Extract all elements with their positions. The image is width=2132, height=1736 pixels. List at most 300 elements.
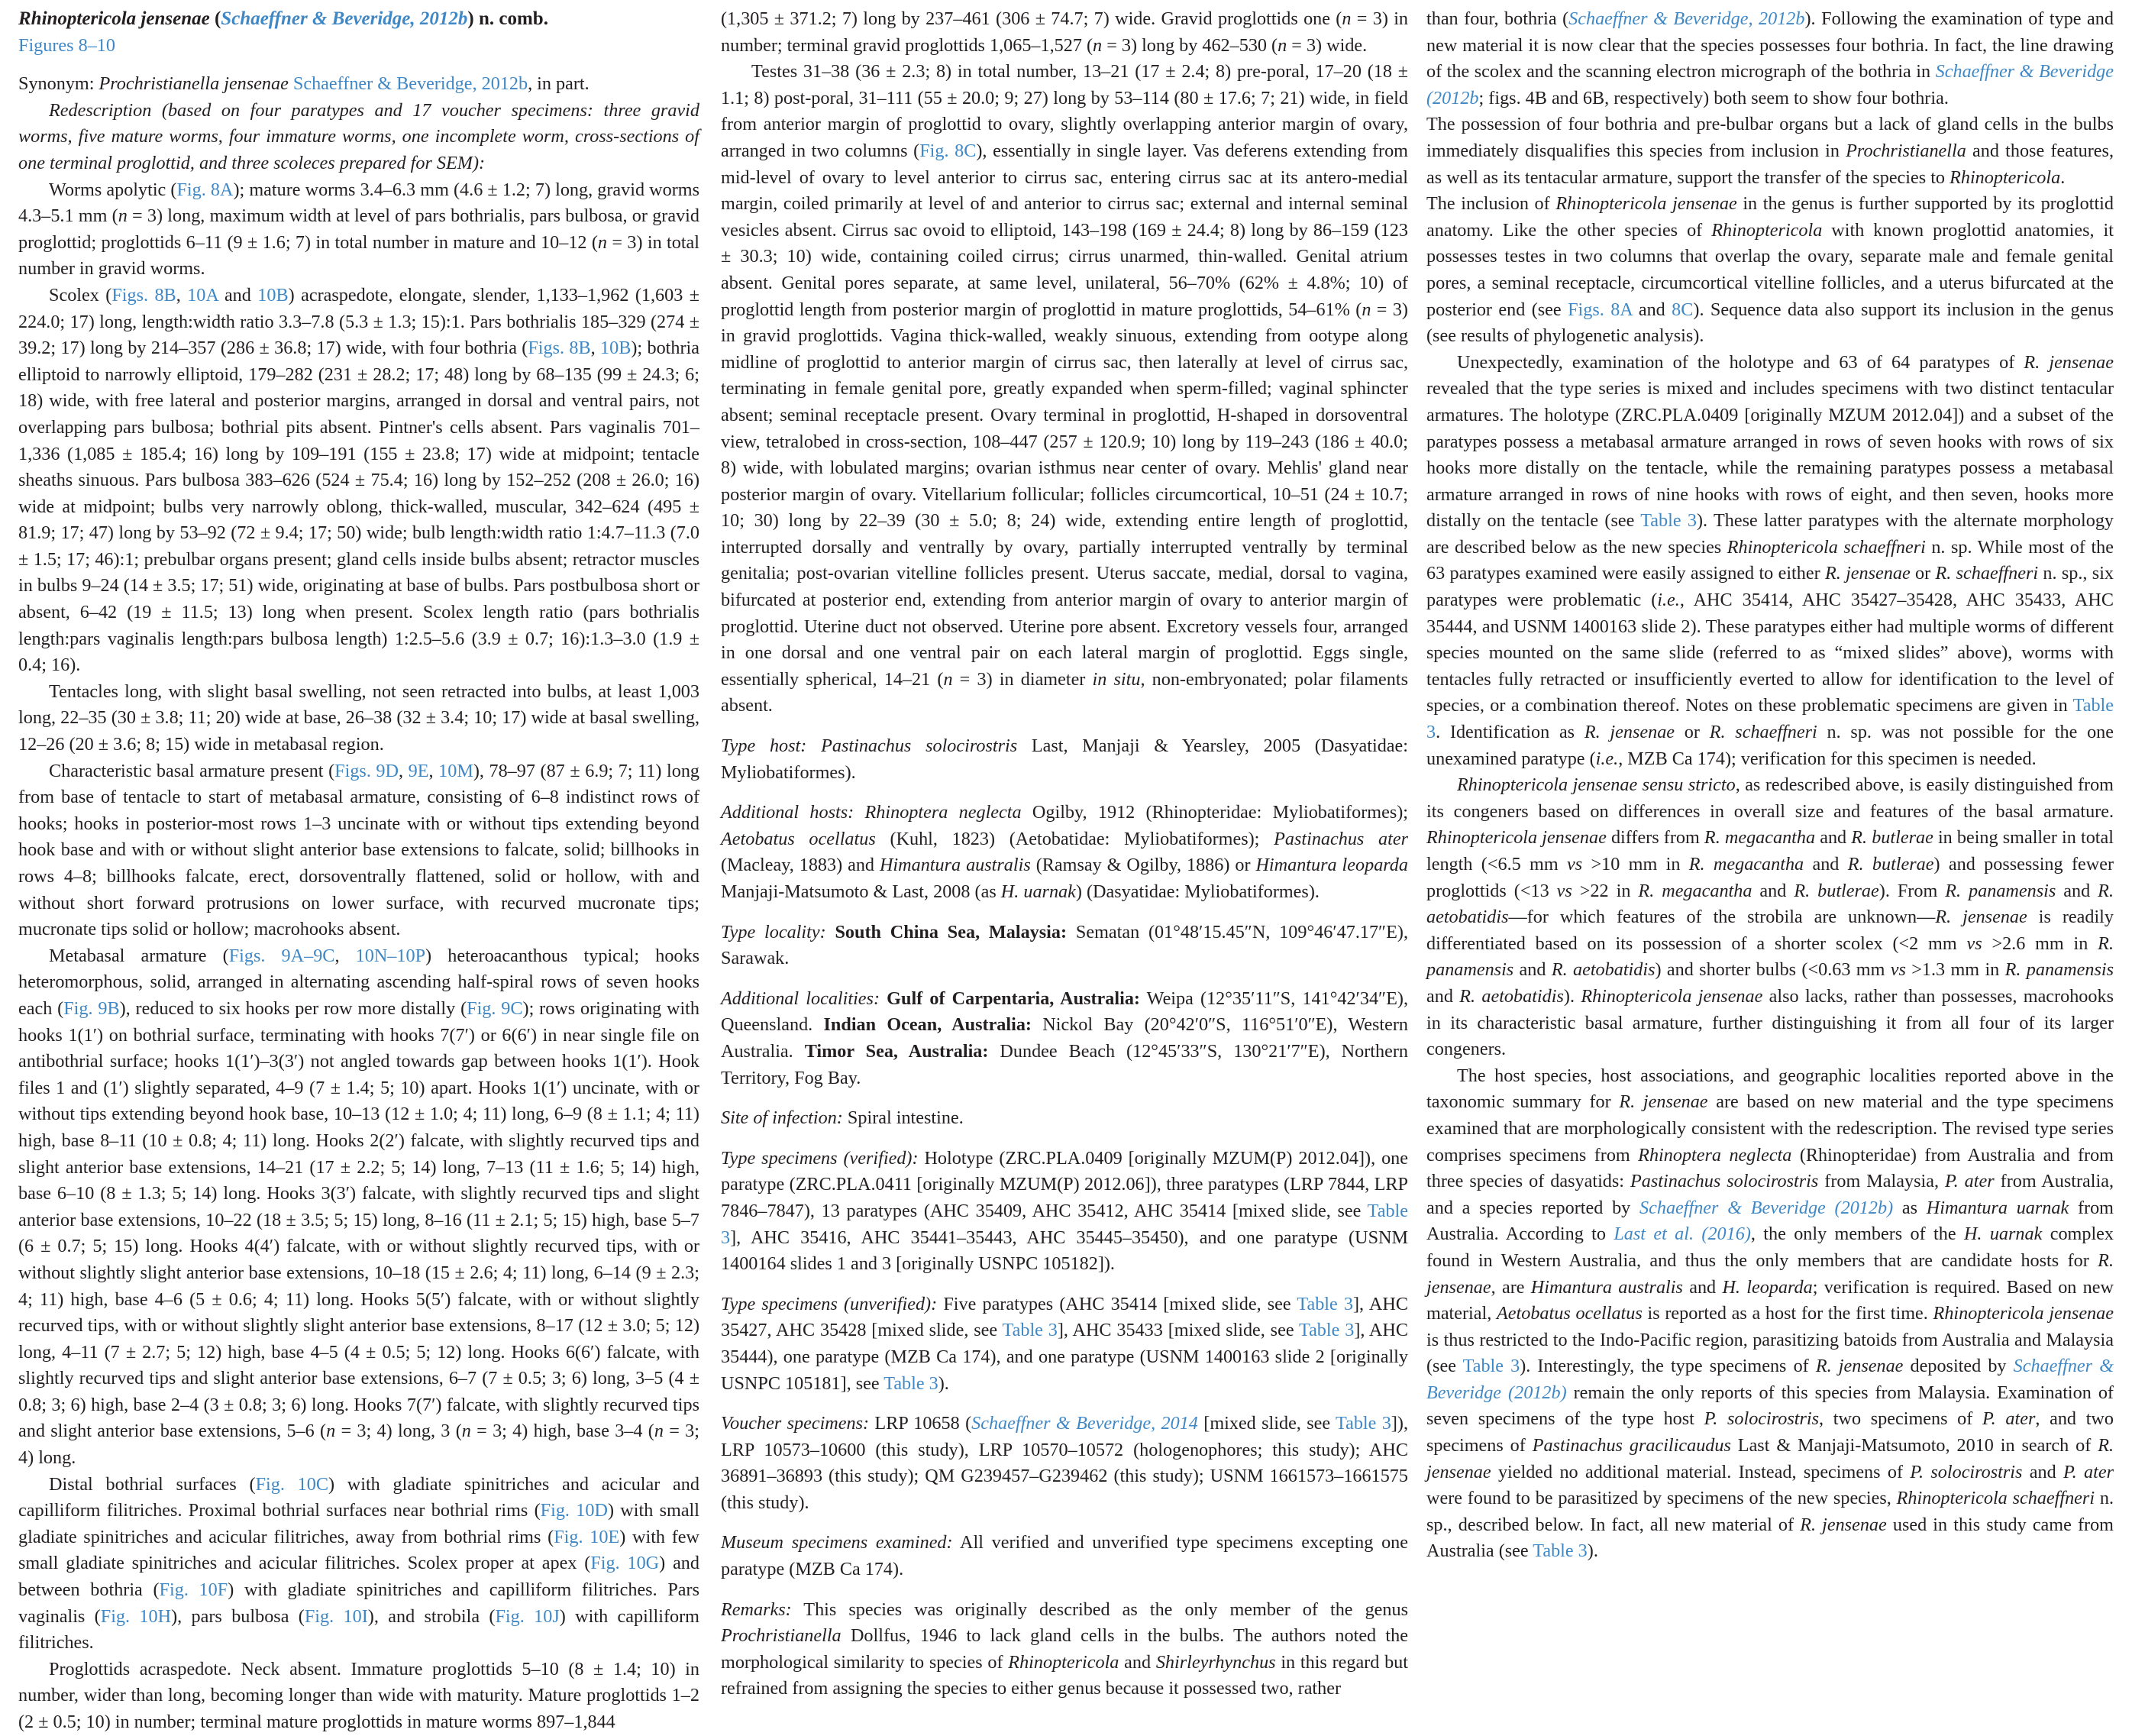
italic-text: Rhinoptericola jensenae (1555, 193, 1737, 215)
italic-text: Rhinoptericola (1711, 219, 1823, 241)
reference-link[interactable]: Fig. 10E (554, 1526, 620, 1547)
italic-text: P. solocirostris (1910, 1461, 2023, 1482)
text-run: >2.6 mm in (1982, 933, 2098, 954)
italic-text: R. jensenae (1824, 563, 1911, 584)
text-run (854, 802, 864, 823)
italic-text: n (118, 205, 128, 227)
text-run: ). These latter paratypes with the alternate morphology are described below as the new species (1426, 510, 2114, 558)
figures-reference (18, 33, 699, 60)
reference-link[interactable]: Fig. 10G (590, 1553, 660, 1574)
text-run: with known proglottid anatomies, it possesses testes in two columns that overlap the ovary, separate male and female genital pores, a seminal receptacle, circumcortical vitelline follicles, and a uterus bifurcated at the posterior end (see (1426, 219, 2114, 320)
text-run (880, 988, 887, 1009)
text-run: , (399, 760, 409, 781)
italic-text: R. aetobatidis (1551, 959, 1656, 981)
text-run: ); bothria elliptoid to narrowly elliptoid, 179–282 (231 ± 28.2; 17; 48) long by 68–135 (99 ± 24.3; 6; 18) wide, with free lateral and posterior margins, arranged in dorsal and ventral pairs, not overlapping pars bulbosa; bothrial pits absent. Pintner's cells absent. Pars vaginalis 701–1,336 (1,085 ± 185.4; 16) long by 109–191 (155 ± 23.8; 17) wide at midpoint; tentacle sheaths sinuous. Pars bulbosa 383–626 (524 ± 75.4; 16) long by 152–252 (208 ± 26.0; 16) wide at midpoint; bulbs very narrowly oblong, thick-walled, muscular, 342–624 (495 ± 81.9; 17; 47) long by 53–92 (72 ± 9.4; 17; 50) wide; bulb length:width ratio 1:4.7–11.3 (7.0 ± 1.5; 17; 46):1; prebulbar organs present; gland cells inside bulbs absent; retractor muscles in bulbs 9–24 (14 ± 3.5; 17; 51) wide, originating at base of bulbs. Pars postbulbosa short or absent, 6–42 (19 ± 11.5; 13) long when present. Scolex length ratio (pars bothrialis length:pars vaginalis length:pars bulbosa length) 1:2.5–5.6 (3.9 ± 0.7; 16):1.3–3.0 (1.9 ± 0.4; 16). (18, 338, 700, 676)
reference-link[interactable]: Fig. 8C (919, 140, 977, 161)
text-run: Metabasal armature ( (49, 945, 229, 966)
text-run: from Australia. According to (1426, 1197, 2114, 1245)
text-run: , the only members of the (1750, 1224, 1964, 1245)
italic-text: in situ (1092, 668, 1141, 690)
text-run: (Rhinopteridae) from Australia and from three species of dasyatids: (1426, 1144, 2114, 1192)
reference-link[interactable]: Figures 8–10 (18, 34, 115, 56)
italic-text: R. aetobatidis (1426, 880, 2114, 928)
italic-text: R. jensenae (1619, 1091, 1708, 1113)
italic-text: P. ater (1945, 1171, 1995, 1192)
italic-text: Rhinoptericola (1949, 166, 2061, 188)
text-run: ), and strobila ( (367, 1605, 496, 1627)
italic-text: R. panamensis (1426, 933, 2114, 981)
paragraph (721, 1146, 1408, 1278)
text-run: in the genus is further supported by its proglottid anatomy. Like the other species of (1426, 193, 2114, 241)
italic-text: R. schaeffneri (1935, 563, 2039, 584)
text-run: ), pars bulbosa ( (171, 1605, 305, 1627)
text-run: remain the only reports of this species from Malaysia. Examination of seven specimens of the type host (1426, 1382, 2114, 1430)
text-run: ) (Dasyatidae: Myliobatiformes). (1075, 881, 1320, 902)
text-run: Spiral intestine. (842, 1107, 964, 1129)
italic-text: Himantura leoparda (1255, 855, 1408, 876)
text-run: , in part. (528, 73, 590, 95)
paragraph (18, 943, 699, 1472)
italic-text: Prochristianella (721, 1625, 841, 1647)
text-run: ], AHC 35427, AHC 35428 [mixed slide, see (721, 1293, 1408, 1341)
text-run: ) and shorter bulbs (<0.63 mm (1655, 959, 1891, 981)
italic-text: R. jensenae (1800, 1514, 1887, 1535)
text-run: Unexpectedly, examination of the holotype and 63 of 64 paratypes of (1457, 351, 2024, 373)
text-run: ) with small gladiate spinitriches and acicular filitriches, away from bothrial rims ( (18, 1500, 699, 1547)
paragraph (721, 1530, 1408, 1582)
text-run: = 3; 4) long, 3 ( (335, 1421, 462, 1442)
reference-link[interactable]: Table 3 (883, 1372, 938, 1394)
text-run: n. sp. While most of the 63 paratypes examined were easily assigned to either (1426, 536, 2114, 584)
text-run: and (2022, 1461, 2064, 1482)
italic-text: i.e. (1595, 748, 1619, 769)
reference-link[interactable]: Table 3 (1297, 1293, 1353, 1314)
text-run: = 3) wide. (1287, 34, 1368, 56)
text-run: n. sp. was not possible for the one unexamined paratype ( (1426, 722, 2114, 769)
text-run: All verified and unverified type specimens excepting one paratype (MZB Ca 174). (721, 1532, 1408, 1580)
text-run: ) and between bothria ( (18, 1553, 699, 1601)
reference-link[interactable]: Table 3 (1462, 1356, 1520, 1377)
paragraph (721, 1291, 1408, 1397)
text-run: ], AHC 35416, AHC 35441–35443, AHC 35445–35450), and one paratype (USNM 1400164 slides 1 and 3 [originally USNPC 105182]). (721, 1227, 1408, 1275)
text-run: = 3) long by 462–530 ( (1102, 34, 1278, 56)
paragraph (18, 71, 699, 98)
paragraph (721, 59, 1408, 719)
paragraph (18, 679, 699, 758)
italic-text: Himantura australis (879, 855, 1031, 876)
text-run: Manjaji-Matsumoto & Last, 2008 (as (721, 881, 1001, 902)
text-run: ); mature worms 3.4–6.3 mm (4.6 ± 1.2; 7) long, gravid worms 4.3–5.1 mm ( (18, 179, 700, 227)
text-run: ), essentially in single layer. Vas deferens extending from mid-level of ovary to level anterior to cirrus sac, entering cirrus sac at its antero-medial margin, coiled primarily at level of and anterior to cirrus sac; external and internal seminal vesicles absent. Cirrus sac ovoid to elliptoid, 143–198 (169 ± 24.4; 8) long by 86–159 (123 ± 30.3; 10) wide, containing coiled cirrus; cirrus unarmed, thin-walled. Genital atrium absent. Genital pores separate, at same level, unilateral, 56–70% (62% ± 4.8%; 10) of proglottid length from posterior margin of proglottid in mature proglottids, 54–61% ( (721, 140, 1408, 320)
text-run: = 3; 4) high, base 3–4 ( (470, 1421, 654, 1442)
italic-text: Himantura uarnak (1926, 1197, 2069, 1218)
reference-link[interactable]: Fig. 9C (467, 997, 523, 1019)
reference-link[interactable]: 9E (408, 760, 429, 781)
reference-link[interactable]: Schaeffner & Beveridge (2012b) (1639, 1197, 1894, 1218)
text-run: differs from (1606, 827, 1704, 849)
text-run: Distal bothrial surfaces ( (49, 1473, 256, 1495)
text-run: Nickol Bay (20°42′0″S, 116°51′0″E), Western Australia. (721, 1014, 1409, 1062)
reference-link[interactable]: Figs. 9A–9C (228, 945, 335, 966)
paragraph (18, 1657, 699, 1736)
italic-text: n (1278, 34, 1287, 56)
text-run (826, 922, 835, 942)
text-run: Last, Manjaji & Yearsley, 2005 (Dasyatidae: Myliobatiformes). (721, 735, 1409, 783)
text-run: , MZB Ca 174); verification for this specimen is needed. (1618, 748, 2037, 769)
reference-link[interactable]: Figs. 8B (528, 338, 591, 359)
italic-text: Rhinoptericola schaeffneri (1727, 536, 1926, 558)
italic-text: Type specimens (unverified): (721, 1293, 938, 1314)
paragraph (721, 1105, 1408, 1132)
paragraph (18, 1472, 699, 1657)
italic-text: vs (1556, 880, 1572, 901)
text-run: Proglottids acraspedote. Neck absent. Immature proglottids 5–10 (8 ± 1.4; 10) in number, wider than long, becoming longer than wide with maturity. Mature proglottids 1–2 (2 ± 0.5; 10) in number; terminal mature proglottids in mature worms 897–1,844 (18, 1658, 699, 1732)
text-run: , two specimens of (1819, 1408, 1983, 1430)
text-run: = 3) in total number in gravid worms. (18, 231, 700, 280)
italic-text: Type host: (721, 735, 807, 757)
paragraph (1426, 112, 2114, 191)
text-run: [mixed slide, see (1197, 1413, 1336, 1434)
paragraph (721, 800, 1408, 905)
text-run: ) n. comb. (467, 8, 548, 29)
reference-link[interactable]: 10B (257, 284, 289, 305)
text-run: used in this study came from Australia (see (1426, 1514, 2114, 1562)
italic-text: Rhinoptericola jensenae (1581, 985, 1763, 1007)
text-run: ), reduced to six hooks per row more distally ( (119, 997, 467, 1019)
italic-text: n (1342, 8, 1352, 29)
text-run: than four, bothria ( (1426, 8, 1569, 29)
italic-text: R. jensenae (1935, 907, 2027, 928)
text-run: as (1893, 1197, 1927, 1218)
italic-text: R. jensenae (1815, 1356, 1904, 1377)
reference-link[interactable]: Schaeffner & Beveridge, 2012b (221, 8, 468, 29)
text-run: and (218, 284, 258, 305)
reference-link[interactable]: 10M (438, 760, 473, 781)
text-run: ) with gladiate spinitriches and capilliform filitriches. Pars vaginalis ( (18, 1579, 699, 1627)
paragraph (18, 177, 699, 283)
text-run: Dollfus, 1946 to lack gland cells in the bulbs. The authors noted the morphological similarity to species of (721, 1625, 1408, 1673)
reference-link[interactable]: Table 3 (1336, 1413, 1391, 1434)
paragraph (18, 98, 699, 177)
reference-link[interactable]: Fig. 10F (159, 1579, 228, 1601)
italic-text: Museum specimens examined: (721, 1532, 953, 1553)
text-run: ). (1563, 985, 1581, 1007)
italic-text: n (943, 668, 953, 690)
italic-text: Himantura australis (1530, 1276, 1683, 1298)
italic-text: Pastinachus gracilicaudus (1532, 1435, 1731, 1456)
reference-link[interactable]: Figs. 8A (1568, 299, 1633, 320)
italic-text: Pastinachus solocirostris (821, 735, 1018, 757)
text-run: , (428, 760, 439, 781)
italic-text: n (1093, 34, 1103, 56)
paragraph (1426, 350, 2114, 773)
text-run: The possession of four bothria and pre-bulbar organs but a lack of gland cells in the bulbs immediately disqualifies this species from inclusion in (1426, 114, 2114, 161)
text-run: ). (938, 1372, 949, 1394)
text-run: ). Sequence data also support its inclusion in the genus (see results of phylogenetic analysis). (1426, 299, 2114, 347)
paragraph (721, 1411, 1408, 1516)
italic-text: R. jensenae (1426, 1435, 2114, 1482)
text-run: Scolex ( (49, 284, 112, 305)
reference-link[interactable]: 10A (187, 284, 218, 305)
text-run: from Malaysia, (1818, 1171, 1945, 1192)
text-run: in this regard but refrained from assigning the species to either genus because it possessed two, rather (721, 1651, 1408, 1699)
italic-text: Type specimens (verified): (721, 1147, 919, 1169)
paragraph (721, 920, 1408, 972)
text-run (806, 735, 821, 756)
text-run: = 3) in diameter (952, 668, 1093, 690)
text-run: in being smaller in total length (<6.5 mm (1426, 827, 2114, 874)
bold-text: Gulf of Carpentaria, Australia: (887, 988, 1140, 1009)
text-run: >10 mm in (1582, 854, 1689, 874)
reference-link[interactable]: Fig. 10D (540, 1500, 608, 1521)
italic-text: Site of infection: (721, 1107, 843, 1129)
reference-link[interactable]: Figs. 8B (111, 284, 176, 305)
left-column (18, 6, 699, 1736)
italic-text: Aetobatus ocellatus (1497, 1303, 1643, 1324)
reference-link[interactable]: Schaeffner & Beveridge (2012b) (1426, 1356, 2114, 1403)
text-run: . (2060, 166, 2066, 188)
reference-link[interactable]: Schaeffner & Beveridge, 2014 (971, 1413, 1198, 1434)
italic-text: Rhinoptericola jensenae sensu stricto (1457, 774, 1736, 796)
italic-text: R. jensenae (1584, 722, 1675, 743)
reference-link[interactable]: Fig. 8A (176, 179, 234, 200)
reference-link[interactable]: Fig. 10I (304, 1605, 368, 1627)
italic-text: Remarks: (721, 1599, 792, 1620)
italic-text: Rhinoptericola schaeffneri (1896, 1488, 2095, 1509)
text-run: >22 in (1572, 880, 1639, 901)
text-run: and (1804, 854, 1848, 874)
paragraph (1426, 191, 2114, 350)
italic-text: R. megacantha (1704, 827, 1816, 849)
text-run: n. sp., described below. In fact, all new material of (1426, 1488, 2114, 1535)
reference-link[interactable]: Table 3 (721, 1200, 1408, 1248)
text-run: >1.3 mm in (1905, 959, 2005, 981)
paragraph (721, 733, 1408, 786)
text-run: ); rows originating with hooks 1(1′) on bothrial surface, terminating with hooks 7(7′) or 6(6′) in near single file on antibothrial surface; hooks 1(1′)–3(3′) not angled towards gap between hooks 1(1′). Hook files 1 and (1′) slightly separated, 4–9 (7 ± 1.4; 5; 10) apart. Hooks 1(1′) uncinate, with or without tips extending beyond hook base, 10–13 (12 ± 1.0; 4; 11) long, 6–9 (8 ± 1.1; 4; 11) high, base 8–11 (10 ± 0.8; 4; 11) long. Hooks 2(2′) falcate, with slightly recurved tips and slight anterior base extensions, 14–21 (17 ± 2.2; 5; 14) long, 7–13 (11 ± 1.6; 5; 14) high, base 6–10 (8 ± 1.3; 5; 14) long. Hooks 3(3′) falcate, with slightly recurved tips and slight anterior base extensions, 10–22 (18 ± 3.5; 5; 15) long, 8–16 (11 ± 2.1; 5; 15) high, base 5–7 (6 ± 0.7; 5; 15) long. Hooks 4(4′) falcate, with or without slightly recurved tips, with or without slightly slight anterior base extensions, 10–18 (15 ± 2.6; 4; 11) long, 6–14 (9 ± 2.3; 4; 11) high, base 4–6 (5 ± 0.6; 4; 11) long. Hooks 5(5′) falcate, with or without slightly recurved tips, with or without slightly slight anterior base extensions, 8–17 (12 ± 3.0; 5; 12) long, 4–11 (7 ± 2.7; 5; 12) high, base 4–5 (4 ± 0.5; 5; 12) long. Hooks 6(6′) falcate, with slightly recurved tips and slight anterior base extensions, 6–7 (7 ± 0.5; 3; 6) long, 3–5 (4 ± 0.8; 3; 6) high, base 2–4 (3 ± 0.8; 3; 6) long. Hooks 7(7′) falcate, with slightly recurved tips and slight anterior base extensions, 5–6 ( (18, 997, 699, 1442)
text-run: Dundee Beach (12°45′33″S, 130°21′7″E), Northern Territory, Fog Bay. (721, 1040, 1408, 1088)
italic-text: Rhinoptericola jensenae (1933, 1303, 2114, 1324)
italic-text: R. megacantha (1638, 880, 1752, 901)
text-run: —for which features of the strobila are unknown— (1508, 907, 1936, 928)
reference-link[interactable]: Table 3 (1533, 1540, 1588, 1562)
text-run: ) with capilliform filitriches. (18, 1605, 699, 1654)
text-run: and (1752, 880, 1794, 901)
text-run: ; verification is required. Based on new material, (1426, 1276, 2114, 1324)
reference-link[interactable]: Fig. 9B (63, 997, 120, 1019)
text-run: and (1426, 985, 1460, 1007)
italic-text: R. jensenae (1426, 1249, 2114, 1298)
bold-text: Indian Ocean, Australia: (823, 1014, 1032, 1036)
italic-text: n (1362, 299, 1371, 320)
text-run: ( (209, 8, 221, 29)
bold-text: South China Sea, Malaysia: (835, 921, 1068, 942)
reference-link[interactable]: Figs. 9D (334, 760, 399, 781)
text-run: ), 78–97 (87 ± 6.9; 7; 11) long from base of tentacle to start of metabasal armature, consisting of 6–8 indistinct rows of hooks; hooks in posterior-most rows 1–3 uncinate with or without tips extending beyond hook base and with or without slight anterior base extensions to falcate, solid; billhooks in rows 4–8; billhooks falcate, erect, dorsoventrally flattened, solid or hollow, with and without short forward protrusions on lower surface, with recurved mucronate tips; mucronate tips solid or hollow; macrohooks absent. (18, 760, 700, 940)
text-run: (Ramsay & Ogilby, 1886) or (1030, 855, 1256, 876)
paragraph (1426, 6, 2114, 112)
text-run: is thus restricted to the Indo-Pacific region, parasitizing batoids from Australia and Malaysia (see (1426, 1329, 2114, 1377)
text-run: ) with gladiate spinitriches and acicular and capilliform filitriches. Proximal bothrial surfaces near bothrial rims ( (18, 1473, 699, 1521)
text-run: n. sp., six paratypes were problematic ( (1426, 563, 2114, 611)
text-run: Five paratypes (AHC 35414 [mixed slide, see (937, 1293, 1297, 1314)
italic-text: Voucher specimens: (721, 1413, 870, 1434)
text-run: were found to be parasitized by specimens of the new species, (1426, 1488, 1897, 1509)
text-run: (Kuhl, 1823) (Aetobatidae: Myliobatiformes); (875, 828, 1274, 849)
middle-column (721, 6, 1408, 1702)
text-run: = 3; 4) long. (18, 1421, 699, 1469)
text-run: and (1513, 959, 1552, 981)
text-run: from Australia, and a species reported by (1426, 1171, 2114, 1218)
italic-text: H. uarnak (1000, 881, 1076, 902)
text-run: , AHC 35414, AHC 35427–35428, AHC 35433, AHC 35444, and USNM 1400163 slide 2). These paratypes either had multiple worms of different species mounted on the same slide (referred to as “mixed slides” above), worms with tentacles fully retracted or insufficiently everted to allow for identification to the level of species, or a combination thereof. Notes on these problematic specimens are given in (1426, 590, 2114, 716)
italic-text: n (654, 1421, 664, 1442)
text-run: , (176, 284, 188, 305)
text-run: ) acraspedote, elongate, slender, 1,133–1,962 (1,603 ± 224.0; 17) long, length:width ratio 3.3–7.8 (5.3 ± 1.3; 15):1. Pars bothrialis 185–329 (274 ± 39.2; 17) long by 214–357 (286 ± 36.8; 17) wide, with four bothria ( (18, 284, 700, 359)
text-run: Last & Manjaji-Matsumoto, 2010 in search of (1730, 1435, 2098, 1456)
text-run: The inclusion of (1426, 193, 1556, 215)
text-run: , non-embryonated; polar filaments absent. (721, 668, 1408, 716)
italic-text: Pastinachus solocirostris (1630, 1171, 1819, 1192)
italic-text: vs (1966, 933, 1982, 954)
text-run: Synonym: (18, 73, 99, 95)
text-run: Characteristic basal armature present ( (49, 760, 335, 781)
reference-link[interactable]: Schaeffner & Beveridge, 2012b (1568, 8, 1805, 29)
paragraph (721, 1597, 1408, 1702)
text-run: = 3) long, maximum width at level of pars bothrialis, pars bulbosa, or gravid proglottid; proglottids 6–11 (9 ± 1.6; 7) in total number in mature and 10–12 ( (18, 205, 699, 253)
text-run: ). Following the examination of type and new material it is now clear that the species possesses four bothria. In fact, the line drawing of the scolex and the scanning electron micrograph of the bothria in (1426, 8, 2114, 82)
italic-text: R. jensenae (2024, 351, 2114, 373)
italic-text: vs (1567, 854, 1583, 874)
paragraph (1426, 772, 2114, 1063)
text-run: ). From (1878, 880, 1946, 901)
text-run: and those features, as well as its tentacular armature, support the transfer of the species to (1426, 140, 2114, 188)
text-run: Tentacles long, with slight basal swelling, not seen retracted into bulbs, at least 1,003 long, 22–35 (30 ± 3.8; 11; 20) wide at base, 26–38 (32 ± 3.4; 10; 17) wide at basal swelling, 12–26 (20 ± 3.6; 8; 15) wide in metabasal region. (18, 680, 699, 755)
italic-text: Type locality: (721, 921, 826, 942)
bold-text: Timor Sea, Australia: (804, 1040, 989, 1062)
italic-text: n (326, 1421, 336, 1442)
text-run: Holotype (ZRC.PLA.0409 [originally MZUM(P) 2012.04]), one paratype (ZRC.PLA.0411 [originally MZUM(P) 2012.06]), three paratypes (LRP 7844, LRP 7846–7847), 13 paratypes (AHC 35409, AHC 35412, AHC 35414 [mixed slide, see (721, 1147, 1408, 1221)
text-run: or (1910, 563, 1936, 584)
text-run: ]), LRP 10573–10600 (this study), LRP 10570–10572 (hologenophores; this study); AHC 36891–36893 (this study); QM G239457–G239462 (this study); USNM 1661573–1661575 (this study). (721, 1413, 1408, 1513)
text-run: , are (1491, 1276, 1531, 1298)
reference-link[interactable]: Fig. 10J (495, 1605, 560, 1627)
text-run: also lacks, rather than possesses, macrohooks in its characteristic basal armature, further distinguishing it from all four of its larger congeners. (1426, 985, 2114, 1060)
text-run: revealed that the type series is mixed and includes specimens with two distinct tentacular armatures. The holotype (ZRC.PLA.0409 [originally MZUM 2012.04]) and a subset of the paratypes possess a metabasal armature arranged in rows of seven hooks with rows of six hooks more distally on the tentacle, while the remaining paratypes possess a metabasal armature arranged in rows of nine hooks with rows of eight, and then seven, hooks more distally on the tentacle (see (1426, 378, 2114, 532)
italic-text: H. uarnak (1963, 1224, 2043, 1245)
italic-text: Prochristianella jensenae (99, 73, 289, 95)
bold-text: Rhinoptericola jensenae (18, 8, 210, 29)
italic-text: P. ater (1982, 1408, 2036, 1430)
italic-text: R. butlerae (1794, 880, 1879, 901)
italic-text: R. panamensis (1945, 880, 2056, 901)
text-run: Weipa (12°35′11″S, 141°42′34″E), Queensland. (721, 988, 1408, 1036)
text-run: are based on new material and the type specimens examined that are morphologically consistent with the redescription. The revised type series comprises specimens from (1426, 1091, 2114, 1165)
italic-text: R. megacantha (1688, 854, 1804, 874)
reference-link[interactable]: Schaeffner & Beveridge (2012b (1426, 61, 2114, 108)
paragraph (1426, 1063, 2114, 1565)
text-run: , as redescribed above, is easily distinguished from its congeners based on differences in overall size and features of the basal armature. (1426, 774, 2114, 822)
italic-text: H. leoparda (1722, 1276, 1813, 1298)
text-run: ). (1587, 1540, 1598, 1562)
reference-link[interactable]: Table 3 (1298, 1320, 1355, 1341)
text-run: (1,305 ± 371.2; 7) long by 237–461 (306 ± 74.7; 7) wide. Gravid proglottids one ( (721, 8, 1342, 29)
text-run: This species was originally described as the only member of the genus (791, 1599, 1408, 1620)
reference-link[interactable]: Fig. 10H (100, 1605, 172, 1627)
italic-text: Rhinoptera neglecta (1638, 1144, 1792, 1165)
reference-link[interactable]: 10B (600, 338, 632, 359)
text-run: Worms apolytic ( (49, 179, 177, 200)
reference-link[interactable]: Schaeffner & Beveridge, 2012b (292, 73, 528, 95)
italic-text: i.e. (1657, 590, 1680, 611)
reference-link[interactable]: Table 3 (1002, 1320, 1058, 1341)
text-run: ). Interestingly, the type specimens of (1520, 1356, 1816, 1377)
text-run: . Identification as (1436, 722, 1584, 743)
text-run: ) and possessing fewer proglottids (<13 (1426, 854, 2114, 901)
reference-link[interactable]: Table 3 (1640, 510, 1697, 532)
paragraph (18, 758, 699, 943)
italic-text: Rhinoptericola (1008, 1651, 1119, 1673)
reference-link[interactable]: 10N–10P (355, 945, 426, 966)
text-run: Ogilby, 1912 (Rhinopteridae: Myliobatiformes); (1021, 802, 1409, 823)
text-run: is reported as a host for the first time. (1642, 1303, 1933, 1324)
italic-text: Redescription (based on four paratypes and 17 voucher specimens: three gravid worms, five mature worms, four immature worms, one incomplete worm, cross-sections of one terminal proglottid, and three scoleces prepared for SEM): (18, 99, 699, 173)
reference-link[interactable]: Fig. 10C (255, 1473, 328, 1495)
paragraph (18, 283, 699, 679)
text-run: yielded no additional material. Instead, specimens of (1491, 1461, 1911, 1482)
italic-text: R. schaeffneri (1709, 722, 1817, 743)
italic-text: vs (1890, 959, 1906, 981)
italic-text: Shirleyrhynchus (1155, 1651, 1276, 1673)
italic-text: Pastinachus ater (1274, 828, 1408, 849)
text-run: and (1119, 1651, 1156, 1673)
text-run: or (1675, 722, 1710, 743)
italic-text: n (461, 1421, 471, 1442)
text-run: LRP 10658 ( (869, 1413, 972, 1434)
text-run: = 3) in number; terminal gravid proglottids 1,065–1,527 ( (721, 8, 1409, 56)
italic-text: P. ater (2063, 1461, 2114, 1482)
text-run: Testes 31–38 (36 ± 2.3; 8) in total number, 13–21 (17 ± 2.4; 8) pre-poral, 17–20 (18 ± 1.1; 8) post-poral, 31–111 (55 ± 20.0; 9; 27) long by 53–114 (80 ± 17.6; 7; 21) wide, in field from anterior margin of proglottid to ovary, slightly overlapping anterior margin of ovary, arranged in two columns ( (721, 61, 1408, 161)
right-column (1426, 6, 2114, 1565)
text-run: ], AHC 35433 [mixed slide, see (1057, 1320, 1299, 1341)
text-run: ; figs. 4B and 6B, respectively) both seem to show four bothria. (1478, 87, 1949, 108)
italic-text: n (597, 231, 608, 253)
reference-link[interactable]: 8C (1672, 299, 1694, 320)
italic-text: R. butlerae (1851, 827, 1933, 849)
text-run: and (1815, 827, 1852, 849)
text-run: ) with few small gladiate spinitriches and acicular filitriches. Scolex proper at apex ( (18, 1526, 699, 1574)
text-run: and (1632, 299, 1672, 320)
reference-link[interactable]: Table 3 (1426, 695, 2114, 743)
reference-link[interactable]: Last et al. (2016) (1614, 1224, 1751, 1245)
italic-text: Rhinoptericola jensenae (1426, 827, 1607, 849)
text-run: , (334, 945, 356, 966)
italic-text: Aetobatus ocellatus (721, 828, 876, 849)
italic-text: Additional localities: (721, 988, 880, 1009)
text-run: ) heteroacanthous typical; hooks heteromorphous, solid, arranged in alternating ascending half-spiral rows of seven hooks each ( (18, 945, 700, 1019)
text-run: ], AHC 35444), one paratype (MZB Ca 174), and one paratype (USNM 1400163 slide 2 [originally USNPC 105181], see (721, 1320, 1409, 1394)
italic-text: R. aetobatidis (1459, 985, 1564, 1007)
text-run: and (1682, 1276, 1723, 1298)
text-run: is readily differentiated based on its possession of a shorter scolex (<2 mm (1426, 907, 2114, 954)
text-run: The host species, host associations, and geographic localities reported above in the taxonomic summary for (1426, 1065, 2114, 1113)
text-run: deposited by (1903, 1356, 2014, 1377)
section-title (18, 6, 699, 33)
text-run: complex found in Western Australia, and thus the only members that are candidate hosts for (1426, 1224, 2114, 1271)
italic-text: R. panamensis (2004, 959, 2114, 981)
text-run: , and two specimens of (1426, 1408, 2114, 1456)
text-run: = 3) in gravid proglottids. Vagina thick-walled, weakly sinuous, extending from ootype along midline of proglottid to anterior margin of cirrus sac, then laterally at level of cirrus sac, terminating in female genital pore, greatly expanded when sperm-filled; vaginal sphincter absent; seminal receptacle present. Ovary terminal in proglottid, H-shaped in dorsoventral view, tetralobed in cross-section, 108–447 (257 ± 120.9; 10) long by 119–243 (186 ± 40.0; 8) wide, with lobulated margins; ovarian isthmus near center of ovary. Mehlis' gland near posterior margin of ovary. Vitellarium follicular; follicles circumcortical, 10–51 (24 ± 10.7; 10; 30) long by 22–39 (30 ± 5.0; 8; 24) wide, extending entire length of proglottid, interrupted dorsally and ventrally by ovary, partially interrupted ventrally by terminal genitalia; post-ovarian vitelline follicles present. Uterus saccate, medial, dorsal to vagina, bifurcated at posterior end, extending from anterior margin of ovary to anterior margin of proglottid. Uterine duct not observed. Uterine pore absent. Excretory vessels four, arranged in one dorsal and one ventral pair on each lateral margin of proglottid. Eggs single, essentially spherical, 14–21 ( (721, 299, 1408, 690)
text-run: , (590, 338, 601, 359)
